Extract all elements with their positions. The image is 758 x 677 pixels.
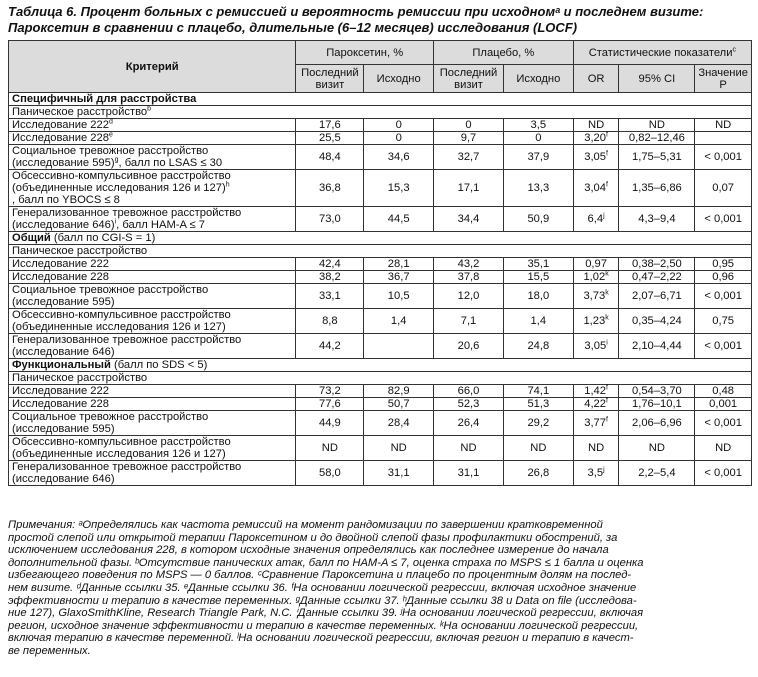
criterion-label-line2: (объединенные исследования 126 и 127) [12,448,226,460]
or-value: 3,73 [583,290,606,302]
criterion-threshold: , балл HAM-A ≤ 7 [116,219,205,231]
table-row [9,385,752,398]
cell-parox-last: 44,2 [296,334,364,359]
cell-parox-baseline: 15,3 [364,170,434,207]
cell-plac-last: 12,0 [434,284,504,309]
cell-plac-baseline: 50,9 [503,207,573,232]
header-paroxetine: Пароксетин, % [296,41,434,65]
criterion-label: Обсессивно-компульсивное расстройство [12,436,231,448]
criterion-cell [9,132,296,145]
section-title: Функциональный [12,359,111,371]
section-label [9,359,752,372]
cell-plac-baseline: 3,5 [503,119,573,132]
cell-ci: 0,35–4,24 [619,309,695,334]
cell-parox-baseline: ND [364,436,434,461]
criterion-label-line2: (исследование 646) [12,346,115,358]
cell-p: < 0,001 [695,461,752,486]
cell-ci: 4,3–9,4 [619,207,695,232]
or-value: 3,77 [584,417,606,429]
header-parox-last: Последний визит [296,65,364,93]
or-value: 1,42 [584,385,606,397]
criterion-cell [9,284,296,309]
criterion-label-line2: (исследование 595) [12,157,115,169]
cell-plac-last: 66,0 [434,385,504,398]
cell-plac-last: 17,1 [434,170,504,207]
title-line-1: Таблица 6. Процент больных с ремиссией и вероятность ремиссии при исходномᵃ и последнем визите: [8,4,704,19]
cell-plac-last: 52,3 [434,398,504,411]
footnote-mark: i [606,339,608,347]
cell-parox-baseline: 0 [364,132,434,145]
criterion-cell [9,207,296,232]
cell-plac-baseline: 18,0 [503,284,573,309]
footnote-mark: g [114,156,119,164]
cell-parox-baseline: 34,6 [364,145,434,170]
cell-parox-baseline [364,334,434,359]
section-label [9,93,752,106]
cell-parox-baseline: 50,7 [364,398,434,411]
or-value: 3,5 [587,467,604,479]
header-placebo: Плацебо, % [434,41,574,65]
footnote-mark: f [606,131,608,139]
cell-or [573,385,619,398]
footnote-mark: b [147,105,152,113]
cell-parox-baseline: 28,1 [364,258,434,271]
note-line: избегающего поведения по MSPS — 0 баллов. ᶜСравнение Пароксетина и плацебо по процентным долям на послед- [8,569,632,582]
criterion-cell [9,436,296,461]
cell-p: 0,07 [695,170,752,207]
or-value: 3,04 [584,182,606,194]
cell-parox-last: 73,2 [296,385,364,398]
section-title: Специфичный для расстройства [12,93,197,105]
table-row [9,398,752,411]
criterion-label: Социальное тревожное расстройство [12,411,209,423]
cell-parox-last: 77,6 [296,398,364,411]
or-value: 4,22 [584,398,606,410]
cell-p: < 0,001 [695,284,752,309]
footnote-mark: j [603,212,605,220]
criterion-threshold: , балл по YBOCS ≤ 8 [12,194,120,206]
header-stats [573,41,751,65]
criterion-cell [9,411,296,436]
cell-or [573,271,619,284]
note-line: исключением исследования 228, в котором исходные значения определялись как последнее измерение до начала [8,544,609,557]
cell-ci: 1,75–5,31 [619,145,695,170]
criterion-label: Социальное тревожное расстройство [12,284,209,296]
cell-parox-last: 36,8 [296,170,364,207]
footnote-mark: j [603,466,605,474]
table-row [9,207,752,232]
cell-parox-last: 8,8 [296,309,364,334]
header-criterion: Критерий [9,41,296,93]
footnote-mark: f [606,181,608,189]
cell-parox-last: 58,0 [296,461,364,486]
group-title: Паническое расстройство [12,106,148,118]
cell-or [573,284,619,309]
note-line: Примечания: ᵃОпределялись как частота ремиссий на момент рандомизации по завершении кратковременной [8,519,603,531]
criterion-label-line2: (исследование 646) [12,219,115,231]
header-plac-baseline: Исходно [503,65,573,93]
criterion-label: Обсессивно-компульсивное расстройство [12,170,231,182]
cell-or [573,411,619,436]
group-row [9,106,752,119]
table-body [9,93,752,486]
criterion-cell [9,461,296,486]
footnote-mark: k [605,289,609,297]
cell-or: 0,97 [573,258,619,271]
table-title [8,4,752,36]
cell-p: 0,75 [695,309,752,334]
note-line: ве переменных. [8,644,91,657]
cell-p: < 0,001 [695,145,752,170]
note-line: эффективности и терапию в качестве переменных. ᵍДанные ссылки 37. ʰДанные ссылки 38 и Data on file (исследова- [8,594,637,607]
cell-plac-last: 43,2 [434,258,504,271]
criterion-cell [9,119,296,132]
criterion-label: Исследование 222 [12,385,109,397]
cell-plac-baseline: 15,5 [503,271,573,284]
cell-plac-last: 0 [434,119,504,132]
cell-or [573,334,619,359]
criterion-cell [9,398,296,411]
cell-ci: 1,35–6,86 [619,170,695,207]
cell-plac-last: 34,4 [434,207,504,232]
cell-parox-last: 17,6 [296,119,364,132]
cell-parox-last: 42,4 [296,258,364,271]
criterion-cell [9,271,296,284]
cell-p: ND [695,436,752,461]
footnote-mark: f [606,416,608,424]
cell-or [573,461,619,486]
cell-ci: 2,06–6,96 [619,411,695,436]
criterion-label: Генерализованное тревожное расстройство [12,334,242,346]
cell-or [573,132,619,145]
criterion-label: Исследование 228 [12,271,109,283]
criterion-label-line2: (исследование 595) [12,423,115,435]
cell-parox-baseline: 0 [364,119,434,132]
cell-plac-last: 37,8 [434,271,504,284]
group-label [9,372,752,385]
footnote-mark: i [114,218,117,226]
cell-p: < 0,001 [695,334,752,359]
or-value: 1,23 [583,315,606,327]
cell-plac-baseline: 26,8 [503,461,573,486]
title-line-2: Пароксетин в сравнении с плацебо, длительные (6–12 месяцев) исследования (LOCF) [8,20,578,35]
criterion-label: Исследование 228 [12,132,109,144]
group-label [9,106,752,119]
note-line: ние 127), GlaxoSmithKline, Research Triangle Park, N.C. ⁱДанные ссылки 39. ʲНа основании логической регрессии, включая [8,607,644,620]
cell-plac-last: 9,7 [434,132,504,145]
cell-ci: 2,2–5,4 [619,461,695,486]
cell-ci: 2,07–6,71 [619,284,695,309]
criterion-label-line2: (объединенные исследования 126 и 127) [12,182,226,194]
cell-plac-baseline: 74,1 [503,385,573,398]
table-row [9,145,752,170]
section-title: Общий [12,232,51,244]
cell-parox-last: 33,1 [296,284,364,309]
cell-plac-last: 31,1 [434,461,504,486]
cell-p: 0,96 [695,271,752,284]
cell-plac-last: ND [434,436,504,461]
table-row [9,271,752,284]
section-subtitle: (балл по SDS < 5) [110,359,208,371]
section-label [9,232,752,245]
header-stats-label: Статистические показатели [588,46,733,59]
cell-or [573,309,619,334]
cell-parox-last: 48,4 [296,145,364,170]
header-ci: 95% CI [619,65,695,93]
cell-plac-baseline: 29,2 [503,411,573,436]
cell-or [573,145,619,170]
cell-ci: 1,76–10,1 [619,398,695,411]
header-stats-sup: c [732,45,736,53]
cell-plac-baseline: 37,9 [503,145,573,170]
cell-parox-baseline: 10,5 [364,284,434,309]
cell-ci: 0,47–2,22 [619,271,695,284]
section-row [9,232,752,245]
criterion-cell [9,258,296,271]
criterion-cell [9,145,296,170]
cell-p: 0,48 [695,385,752,398]
criterion-cell [9,170,296,207]
cell-ci: 0,82–12,46 [619,132,695,145]
cell-plac-baseline: 1,4 [503,309,573,334]
cell-ci: 0,38–2,50 [619,258,695,271]
cell-plac-baseline: 24,8 [503,334,573,359]
or-value: 3,20 [584,132,606,144]
cell-ci: ND [619,119,695,132]
criterion-cell [9,385,296,398]
section-row [9,359,752,372]
table-row [9,284,752,309]
table-row [9,309,752,334]
cell-plac-last: 7,1 [434,309,504,334]
group-row [9,245,752,258]
cell-plac-baseline: ND [503,436,573,461]
group-title: Паническое расстройство [12,372,148,384]
criterion-cell [9,309,296,334]
cell-parox-last: ND [296,436,364,461]
table-notes [8,519,752,658]
cell-parox-last: 44,9 [296,411,364,436]
footnote-mark: f [606,150,608,158]
table-row [9,170,752,207]
cell-plac-last: 32,7 [434,145,504,170]
header-plac-last: Последний визит [434,65,504,93]
cell-parox-last: 38,2 [296,271,364,284]
criterion-label: Обсессивно-компульсивное расстройство [12,309,231,321]
cell-or [573,207,619,232]
table-row [9,436,752,461]
footnote-mark: f [606,397,608,405]
criterion-label-line2: (исследование 595) [12,296,115,308]
header-or: OR [573,65,619,93]
cell-parox-last: 25,5 [296,132,364,145]
table-row [9,411,752,436]
section-row [9,93,752,106]
cell-ci: ND [619,436,695,461]
criterion-label: Генерализованное тревожное расстройство [12,207,242,219]
header-p: Значение P [695,65,752,93]
note-line: дополнительной фазы. ᵇОтсутствие панических атак, балл по HAM-A ≤ 7, оценка страха по MSPS ≤ 1 балла и оценка [8,556,644,569]
group-row [9,372,752,385]
criterion-label: Исследование 222 [12,119,109,131]
cell-plac-last: 20,6 [434,334,504,359]
section-subtitle: (балл по CGI-S = 1) [50,232,156,244]
cell-plac-baseline: 0 [503,132,573,145]
cell-parox-baseline: 82,9 [364,385,434,398]
cell-or: ND [573,119,619,132]
table-row [9,334,752,359]
footnote-mark: e [108,131,113,139]
criterion-label: Социальное тревожное расстройство [12,145,209,157]
or-value: 6,4 [587,213,604,225]
cell-or [573,170,619,207]
criterion-label: Исследование 222 [12,258,109,270]
criterion-label-line2: (объединенные исследования 126 и 127) [12,321,226,333]
cell-p [695,132,752,145]
cell-parox-baseline: 44,5 [364,207,434,232]
note-line: простой слепой или открытой терапии Пароксетином и до двойной слепой фазы профилактики обострений, за [8,531,618,544]
cell-p: < 0,001 [695,411,752,436]
or-value: 3,05 [584,151,606,163]
footnote-mark: d [108,118,113,126]
table-header [9,41,752,93]
cell-ci: 2,10–4,44 [619,334,695,359]
cell-ci: 0,54–3,70 [619,385,695,398]
cell-parox-last: 73,0 [296,207,364,232]
footnote-mark: k [605,270,609,278]
criterion-label-line2: (исследование 646) [12,473,115,485]
criterion-threshold: , балл по LSAS ≤ 30 [118,157,223,169]
note-line: включая терапию в качестве переменной. ˡНа основании логической регрессии, включая регион и терапию в качест- [8,632,634,645]
cell-or: ND [573,436,619,461]
or-value: 3,05 [584,340,607,352]
header-parox-baseline: Исходно [364,65,434,93]
remission-table [8,40,752,486]
or-value: 1,02 [583,271,606,283]
criterion-cell [9,334,296,359]
table-row [9,461,752,486]
note-line: нем визите. ᵈДанные ссылки 35. ᵉДанные ссылки 36. ᶠНа основании логической регрессии, включая исходное значение [8,581,637,594]
group-title: Паническое расстройство [12,245,148,257]
cell-p: 0,95 [695,258,752,271]
footnote-mark: f [606,384,608,392]
cell-plac-baseline: 13,3 [503,170,573,207]
group-label [9,245,752,258]
cell-parox-baseline: 28,4 [364,411,434,436]
note-line: регион, исходное значение эффективности и терапию в качестве переменных. ᵏНа основании логической регрессии, [8,619,639,632]
cell-p: 0,001 [695,398,752,411]
cell-plac-baseline: 51,3 [503,398,573,411]
cell-p: < 0,001 [695,207,752,232]
cell-parox-baseline: 36,7 [364,271,434,284]
cell-parox-baseline: 31,1 [364,461,434,486]
footnote-mark: h [225,181,230,189]
criterion-label: Исследование 228 [12,398,109,410]
cell-plac-baseline: 35,1 [503,258,573,271]
table-row [9,119,752,132]
cell-parox-baseline: 1,4 [364,309,434,334]
footnote-mark: k [605,314,609,322]
table-row [9,258,752,271]
criterion-label: Генерализованное тревожное расстройство [12,461,242,473]
cell-plac-last: 26,4 [434,411,504,436]
table-row [9,132,752,145]
cell-or [573,398,619,411]
cell-p: ND [695,119,752,132]
